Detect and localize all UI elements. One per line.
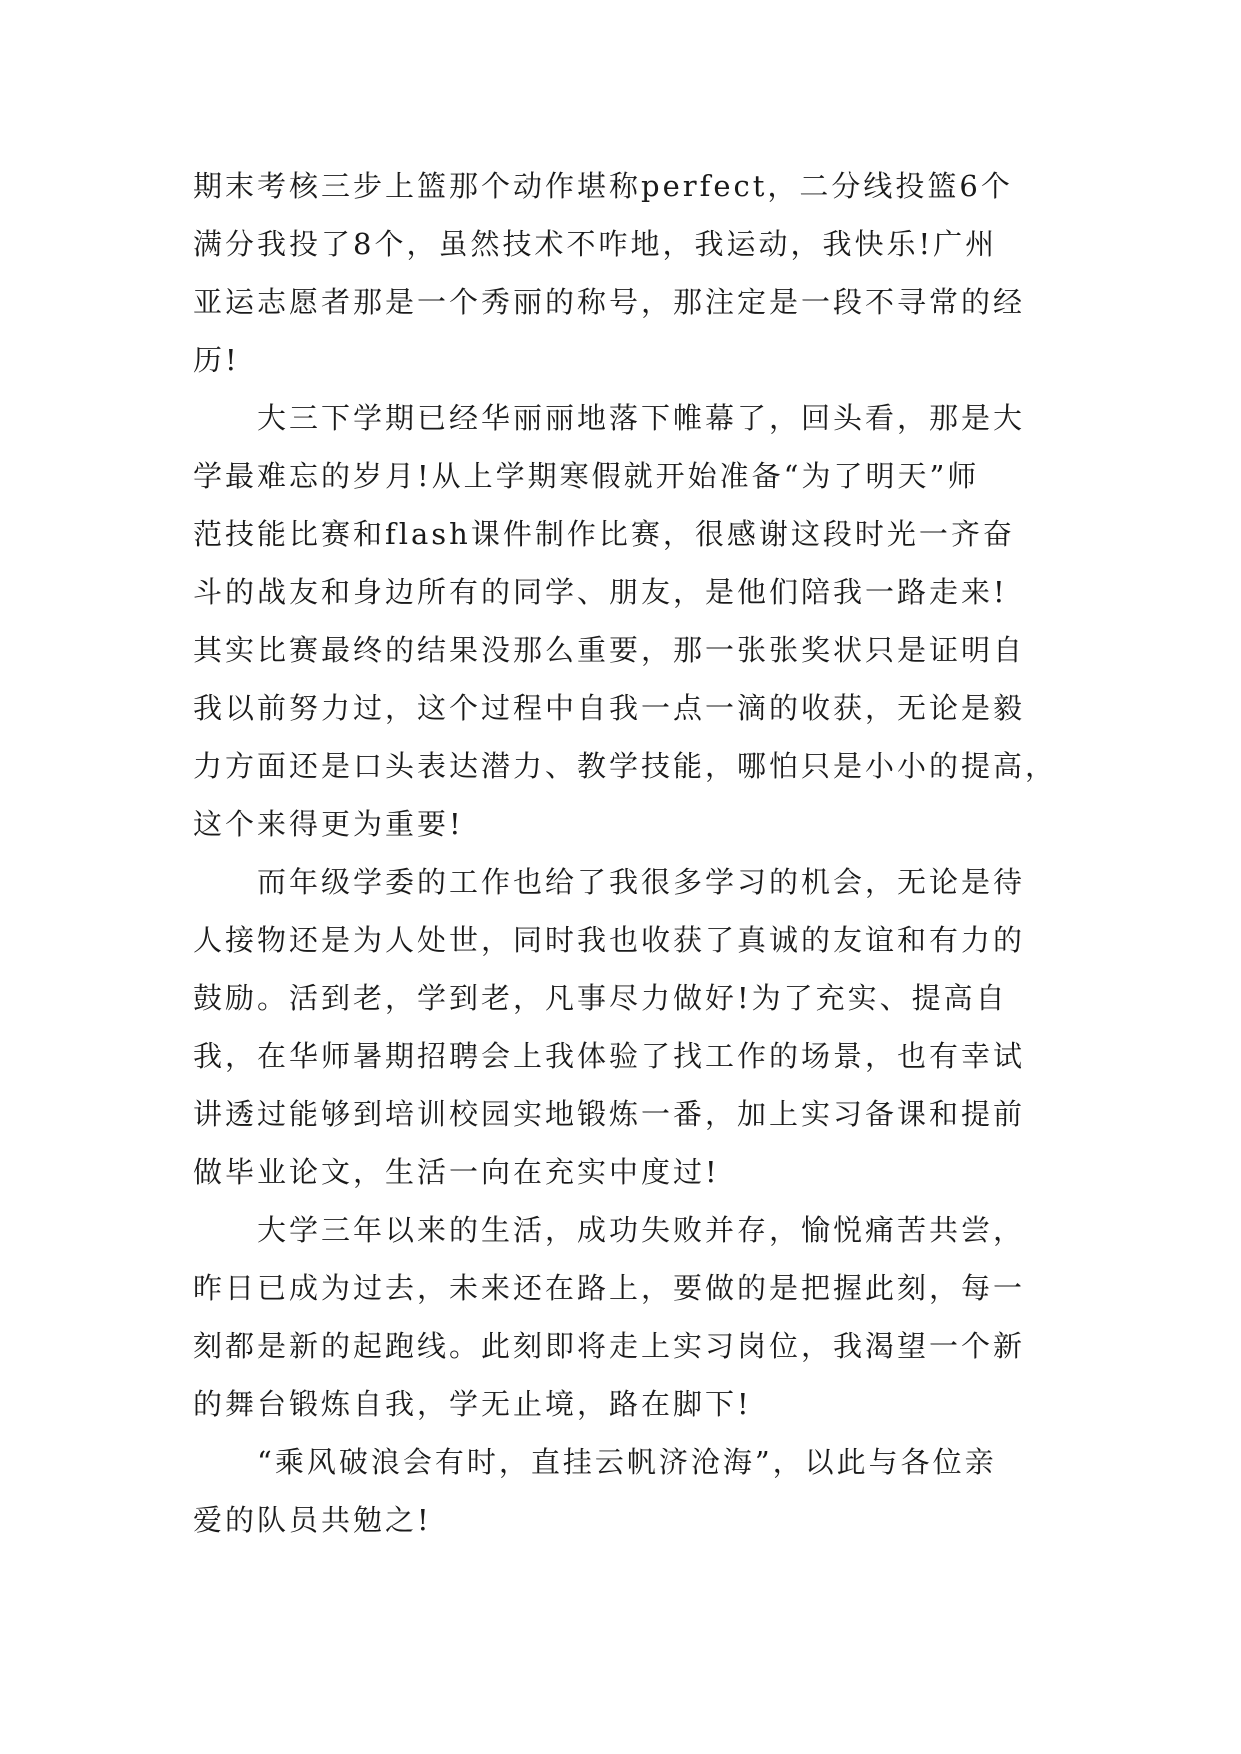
body-text xyxy=(193,157,1058,1549)
text-line: 学最难忘的岁月!从上学期寒假就开始准备“为了明天”师 xyxy=(193,459,980,493)
paragraph-1 xyxy=(193,157,1053,389)
text-line: 鼓励。活到老，学到老，凡事尽力做好!为了充实、提高自 xyxy=(193,981,1008,1015)
text-line: 这个来得更为重要! xyxy=(193,807,464,841)
text-line: “乘风破浪会有时，直挂云帆济沧海”，以此与各位亲 xyxy=(257,1445,997,1479)
text-line: 亚运志愿者那是一个秀丽的称号，那注定是一段不寻常的经 xyxy=(193,285,1026,319)
text-line: 爱的队员共勉之! xyxy=(193,1503,432,1537)
text-line: 我，在华师暑期招聘会上我体验了找工作的场景，也有幸试 xyxy=(193,1039,1026,1073)
text-line: 做毕业论文，生活一向在充实中度过! xyxy=(193,1155,720,1189)
text-line: 满分我投了8个，虽然技术不咋地，我运动，我快乐!广州 xyxy=(193,227,998,261)
paragraph-2 xyxy=(193,389,1058,853)
text-line: 其实比赛最终的结果没那么重要，那一张张奖状只是证明自 xyxy=(193,633,1026,667)
text-line: 力方面还是口头表达潜力、教学技能，哪怕只是小小的提高， xyxy=(193,749,1058,783)
text-line: 大三下学期已经华丽丽地落下帷幕了，回头看，那是大 xyxy=(257,401,1026,435)
text-line: 刻都是新的起跑线。此刻即将走上实习岗位，我渴望一个新 xyxy=(193,1329,1026,1363)
text-line: 的舞台锻炼自我，学无止境，路在脚下! xyxy=(193,1387,752,1421)
text-line: 历! xyxy=(193,343,240,377)
paragraph-4 xyxy=(193,1201,1053,1433)
text-line: 讲透过能够到培训校园实地锻炼一番，加上实习备课和提前 xyxy=(193,1097,1026,1131)
text-line: 大学三年以来的生活，成功失败并存，愉悦痛苦共尝， xyxy=(257,1213,1026,1247)
text-line: 人接物还是为人处世，同时我也收获了真诚的友谊和有力的 xyxy=(193,923,1026,957)
paragraph-3 xyxy=(193,853,1053,1201)
text-line: 期末考核三步上篮那个动作堪称perfect，二分线投篮6个 xyxy=(193,169,1013,203)
text-line: 昨日已成为过去，未来还在路上，要做的是把握此刻，每一 xyxy=(193,1271,1026,1305)
text-line: 斗的战友和身边所有的同学、朋友，是他们陪我一路走来! xyxy=(193,575,1008,609)
paragraph-5 xyxy=(193,1433,1053,1549)
text-line: 我以前努力过，这个过程中自我一点一滴的收获，无论是毅 xyxy=(193,691,1026,725)
text-line: 而年级学委的工作也给了我很多学习的机会，无论是待 xyxy=(257,865,1026,899)
text-line: 范技能比赛和flash课件制作比赛，很感谢这段时光一齐奋 xyxy=(193,517,1015,551)
